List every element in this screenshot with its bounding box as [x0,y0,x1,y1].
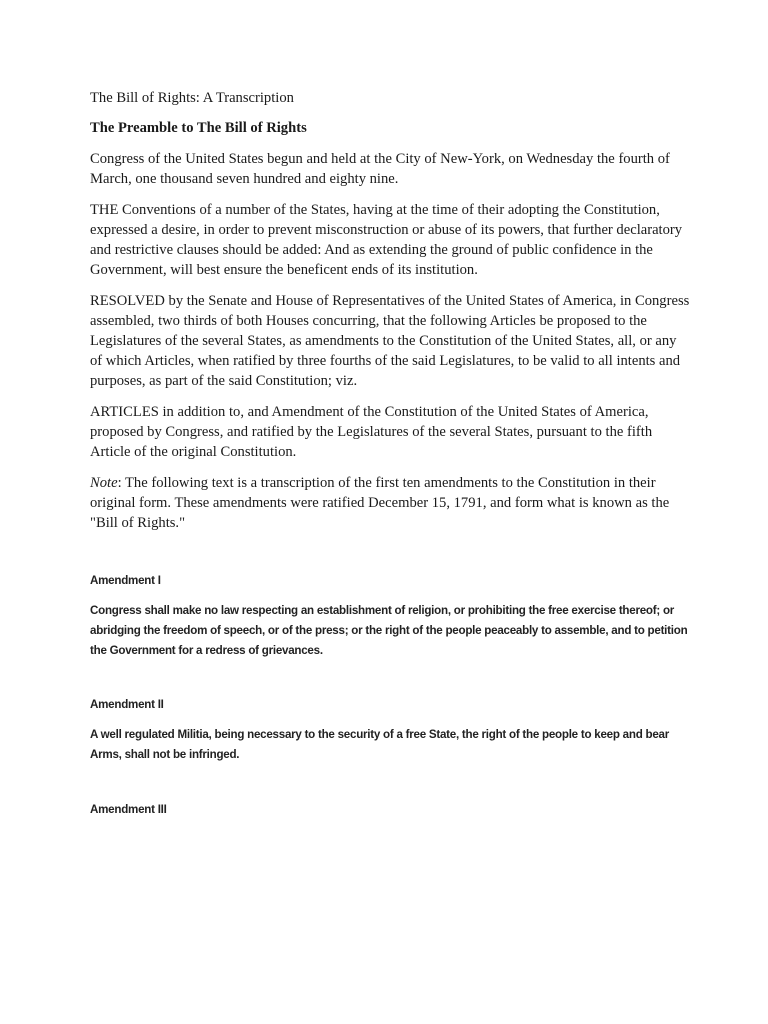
document-title: The Bill of Rights: A Transcription [90,90,294,106]
amendment-2 [90,695,690,765]
note-text: : The following text is a transcription of the first ten amendments to the Constitution in their original form. These amendments were ratified December 15, 1791, and form what is known as the "Bill of Rights." [90,475,670,531]
amendment-heading: Amendment II [90,698,164,711]
paragraph-congress: Congress of the United States begun and held at the City of New-York, on Wednesday the fourth of March, one thousand seven hundred and eighty nine. [90,151,670,187]
amendment-heading: Amendment I [90,574,161,587]
amendment-text: A well regulated Militia, being necessary to the security of a free State, the right of the people to keep and bear Arms, shall not be infringed. [90,728,669,761]
paragraph-conventions: THE Conventions of a number of the States, having at the time of their adopting the Constitution, expressed a desire, in order to prevent misconstruction or abuse of its powers, that further declaratory and restrictive clauses should be added: And as extending the ground of public confidence in the Government, will best ensure the beneficent ends of its institution. [90,202,683,278]
paragraph-resolved: RESOLVED by the Senate and House of Representatives of the United States of America, in Congress assembled, two thirds of both Houses concurring, that the following Articles be proposed to the Legislatures of the several States, as amendments to the Constitution of the United States, all, or any of which Articles, when ratified by three fourths of the said Legislatures, to be valid to all intents and purposes, as part of the said Constitution; viz. [90,293,690,389]
document-page [90,88,690,820]
paragraph-articles: ARTICLES in addition to, and Amendment of the Constitution of the United States of America, proposed by Congress, and ratified by the Legislatures of the several States, pursuant to the fifth Article of the original Constitution. [90,404,653,460]
note-label: Note [90,475,118,491]
amendment-3 [90,800,690,820]
amendment-text: Congress shall make no law respecting an establishment of religion, or prohibiting the free exercise thereof; or abridging the freedom of speech, or of the press; or the right of the people peaceably to assemble, and to petition the Government for a redress of grievances. [90,604,688,657]
amendment-1 [90,571,690,661]
preamble-heading: The Preamble to The Bill of Rights [90,120,307,136]
amendment-heading: Amendment III [90,803,167,816]
note-paragraph [90,473,690,533]
